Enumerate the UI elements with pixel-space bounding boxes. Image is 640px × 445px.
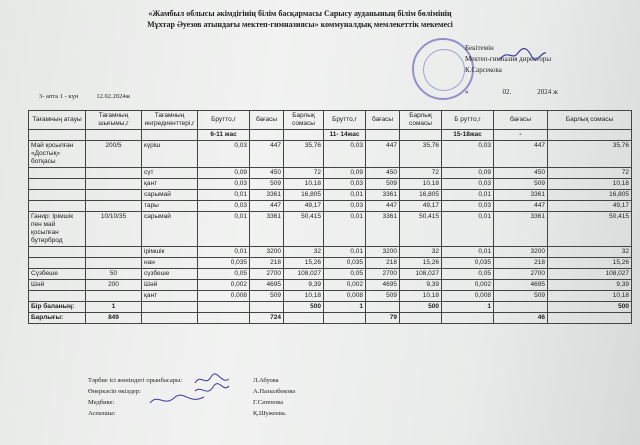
- table-cell: 0,008: [442, 291, 494, 302]
- table-cell: 3200: [250, 247, 284, 258]
- table-cell: 32: [400, 247, 442, 258]
- table-cell: 450: [366, 168, 400, 179]
- table-cell: 35,76: [400, 141, 442, 168]
- table-cell: 10,18: [284, 291, 324, 302]
- table-cell: ірімшік: [142, 247, 198, 258]
- table-cell: 49,17: [400, 201, 442, 212]
- table-row: [29, 269, 632, 280]
- table-cell: 724: [250, 313, 284, 324]
- table-cell: 72: [400, 168, 442, 179]
- table-cell: 1: [324, 302, 366, 313]
- table-cell: 509: [366, 179, 400, 190]
- table-cell: сүт: [142, 168, 198, 179]
- table-cell: қант: [142, 179, 198, 190]
- week-day: 3- апта 1 - күн: [39, 93, 79, 100]
- table-cell: 0,035: [442, 258, 494, 269]
- table-cell: 50,415: [400, 212, 442, 247]
- table-cell: 10,18: [548, 179, 632, 190]
- table-cell: -: [494, 130, 548, 141]
- col-header: Тағамның ингредиенттері,г: [142, 111, 198, 130]
- table-cell: 108,027: [400, 269, 442, 280]
- table-cell: 72: [284, 168, 324, 179]
- table-cell: 0,01: [198, 212, 250, 247]
- table-row: [29, 141, 632, 168]
- table-cell: 0,01: [442, 212, 494, 247]
- table-cell: [86, 291, 142, 302]
- table-cell: 10,18: [548, 291, 632, 302]
- col-header: бағасы: [494, 111, 548, 130]
- table-cell: 500: [400, 302, 442, 313]
- table-cell: [494, 302, 548, 313]
- table-cell: 0,03: [198, 201, 250, 212]
- table-cell: [284, 130, 324, 141]
- table-cell: 15,26: [548, 258, 632, 269]
- table-cell: 108,027: [548, 269, 632, 280]
- approval-date: « 02. 2024 ж: [465, 88, 558, 96]
- col-header: Барлық сомасы: [400, 111, 442, 130]
- table-cell: [86, 179, 142, 190]
- table-cell: [250, 130, 284, 141]
- table-cell: 218: [366, 258, 400, 269]
- table-cell: [29, 130, 86, 141]
- menu-table: [28, 110, 632, 324]
- col-header: бағасы: [250, 111, 284, 130]
- menu-date: 12.02.2024ж: [96, 93, 131, 100]
- table-cell: [29, 247, 86, 258]
- table-cell: 3200: [494, 247, 548, 258]
- age-group-row: [29, 130, 632, 141]
- table-cell: 0,01: [324, 212, 366, 247]
- table-cell: 500: [548, 302, 632, 313]
- table-row: [29, 280, 632, 291]
- table-cell: [86, 201, 142, 212]
- table-cell: [29, 190, 86, 201]
- table-cell: 72: [548, 168, 632, 179]
- table-cell: 0,03: [324, 141, 366, 168]
- table-cell: [548, 313, 632, 324]
- table-row: [29, 212, 632, 247]
- table-cell: 0,002: [324, 280, 366, 291]
- table-cell: 11- 14жас: [324, 130, 366, 141]
- signature-row: Аспазшы: Қ.Шужеева.: [88, 410, 287, 417]
- table-cell: [142, 302, 198, 313]
- table-cell: [86, 247, 142, 258]
- table-cell: сүзбеше: [142, 269, 198, 280]
- table-cell: 15-18жас: [442, 130, 494, 141]
- table-cell: 0,05: [324, 269, 366, 280]
- table-cell: [86, 190, 142, 201]
- total-row: [29, 302, 632, 313]
- table-cell: [400, 130, 442, 141]
- col-header: бағасы: [366, 111, 400, 130]
- table-cell: 3361: [250, 212, 284, 247]
- col-header: Б рутто,г: [442, 111, 494, 130]
- table-cell: 2700: [494, 269, 548, 280]
- table-cell: 0,01: [198, 247, 250, 258]
- table-cell: 4695: [494, 280, 548, 291]
- table-cell: 0,01: [324, 190, 366, 201]
- table-cell: 10,18: [284, 179, 324, 190]
- table-cell: 849: [86, 313, 142, 324]
- table-cell: [366, 302, 400, 313]
- col-header: Брутто,г: [198, 111, 250, 130]
- table-cell: 32: [284, 247, 324, 258]
- table-cell: 0,01: [442, 247, 494, 258]
- document-header: [110, 8, 490, 30]
- table-cell: 3361: [250, 190, 284, 201]
- table-cell: қант: [142, 291, 198, 302]
- table-cell: 509: [250, 179, 284, 190]
- table-cell: 10/10/35: [86, 212, 142, 247]
- table-cell: 447: [494, 201, 548, 212]
- table-cell: 509: [494, 291, 548, 302]
- table-cell: 0,09: [198, 168, 250, 179]
- table-cell: 1: [86, 302, 142, 313]
- table-cell: 0,002: [198, 280, 250, 291]
- header-line-1: «Жамбыл облысы әкімдігінің білім басқармасы Сарысу ауданының білім бөлімінің: [148, 9, 452, 18]
- table-cell: [86, 168, 142, 179]
- table-cell: 50,415: [284, 212, 324, 247]
- table-cell: [400, 313, 442, 324]
- table-cell: Барлығы:: [29, 313, 86, 324]
- table-cell: 450: [250, 168, 284, 179]
- table-cell: [324, 313, 366, 324]
- table-cell: 4695: [366, 280, 400, 291]
- table-cell: 200/5: [86, 141, 142, 168]
- table-cell: 0,03: [198, 179, 250, 190]
- table-cell: 0,01: [198, 190, 250, 201]
- table-cell: сарымай: [142, 212, 198, 247]
- table-cell: 218: [494, 258, 548, 269]
- table-cell: 46: [494, 313, 548, 324]
- table-cell: 509: [494, 179, 548, 190]
- table-cell: 0,03: [198, 141, 250, 168]
- table-cell: 3200: [366, 247, 400, 258]
- col-header: Брутто,г: [324, 111, 366, 130]
- table-cell: [29, 291, 86, 302]
- table-cell: нан: [142, 258, 198, 269]
- table-cell: 509: [366, 291, 400, 302]
- table-cell: 15,26: [400, 258, 442, 269]
- table-cell: 447: [366, 141, 400, 168]
- table-row: [29, 190, 632, 201]
- table-row: [29, 168, 632, 179]
- table-cell: 2700: [366, 269, 400, 280]
- table-cell: 0,05: [442, 269, 494, 280]
- table-cell: 0,008: [324, 291, 366, 302]
- table-cell: 50: [86, 269, 142, 280]
- table-cell: [29, 179, 86, 190]
- table-cell: 3361: [494, 190, 548, 201]
- col-header: Тағамның шығымы,г: [86, 111, 142, 130]
- col-header: Тағамның атауы: [29, 111, 86, 130]
- table-row: [29, 247, 632, 258]
- table-cell: 509: [250, 291, 284, 302]
- table-cell: 49,17: [548, 201, 632, 212]
- table-cell: [29, 168, 86, 179]
- table-cell: 447: [250, 201, 284, 212]
- total-row: [29, 313, 632, 324]
- table-cell: 447: [494, 141, 548, 168]
- signature-row: Медбике: Г.Сатенова: [88, 399, 284, 406]
- table-cell: күріш: [142, 141, 198, 168]
- table-cell: 218: [250, 258, 284, 269]
- table-cell: 16,805: [400, 190, 442, 201]
- table-cell: Ганир: Ірімшік пен май қосылған бутерброд: [29, 212, 86, 247]
- table-cell: [366, 130, 400, 141]
- table-cell: [548, 130, 632, 141]
- table-cell: 3361: [366, 190, 400, 201]
- table-cell: 0,01: [442, 190, 494, 201]
- table-cell: 10,18: [400, 291, 442, 302]
- table-cell: 49,17: [284, 201, 324, 212]
- table-cell: Шәй: [142, 280, 198, 291]
- table-cell: 9,39: [400, 280, 442, 291]
- table-cell: [198, 313, 250, 324]
- table-cell: [86, 258, 142, 269]
- signature-row: Өнеркәсіп өкілдер: А.Пазылбекова: [88, 388, 296, 395]
- table-cell: 4695: [250, 280, 284, 291]
- table-cell: 6-11 жас: [198, 130, 250, 141]
- table-cell: 79: [366, 313, 400, 324]
- table-row: [29, 258, 632, 269]
- table-cell: [142, 130, 198, 141]
- table-cell: Шәй: [29, 280, 86, 291]
- table-cell: 447: [366, 201, 400, 212]
- table-cell: [29, 258, 86, 269]
- table-cell: [284, 313, 324, 324]
- table-row: [29, 291, 632, 302]
- table-cell: 0,03: [442, 141, 494, 168]
- table-cell: 2700: [250, 269, 284, 280]
- table-row: [29, 201, 632, 212]
- header-line-2: Мұхтар Әуезов атындағы мектеп-гимназиясы» коммуналдық мемлекеттік мекемесі: [147, 20, 453, 29]
- table-cell: 0,03: [442, 179, 494, 190]
- approval-position: Мектеп-гимназия директоры: [465, 55, 552, 63]
- menu-meta: [39, 93, 148, 100]
- table-cell: сарымай: [142, 190, 198, 201]
- table-cell: 0,03: [442, 201, 494, 212]
- table-cell: [250, 302, 284, 313]
- table-cell: 3361: [494, 212, 548, 247]
- table-cell: 35,76: [284, 141, 324, 168]
- table-cell: 450: [494, 168, 548, 179]
- table-cell: 0,035: [198, 258, 250, 269]
- table-cell: 32: [548, 247, 632, 258]
- table-cell: [442, 313, 494, 324]
- table-cell: 9,39: [548, 280, 632, 291]
- table-cell: 0,035: [324, 258, 366, 269]
- table-cell: 16,805: [284, 190, 324, 201]
- table-cell: 0,03: [324, 179, 366, 190]
- table-cell: 0,09: [324, 168, 366, 179]
- table-cell: 9,39: [284, 280, 324, 291]
- approval-name: К.Сарсекова: [465, 66, 502, 74]
- col-header: Барлық сомасы: [284, 111, 324, 130]
- signature-scribble: [148, 393, 208, 407]
- table-cell: тары: [142, 201, 198, 212]
- col-header: Барлық сомасы: [548, 111, 632, 130]
- table-cell: 0,03: [324, 201, 366, 212]
- table-cell: Бір баланың:: [29, 302, 86, 313]
- table-cell: Май қосылған «Достық» ботқасы: [29, 141, 86, 168]
- table-header-row: [29, 111, 632, 130]
- table-cell: 0,01: [324, 247, 366, 258]
- director-signature: [498, 47, 548, 63]
- table-cell: 0,05: [198, 269, 250, 280]
- table-cell: Сүзбеше: [29, 269, 86, 280]
- table-cell: 0,008: [198, 291, 250, 302]
- table-cell: 108,027: [284, 269, 324, 280]
- table-cell: 447: [250, 141, 284, 168]
- table-cell: 35,76: [548, 141, 632, 168]
- table-cell: 500: [284, 302, 324, 313]
- signature-row: Тәрбие ісі жөніндегі орынбасары: Л.Абуова: [88, 377, 279, 384]
- table-cell: 50,415: [548, 212, 632, 247]
- approval-title: Бекітемін: [465, 44, 494, 52]
- table-cell: 3361: [366, 212, 400, 247]
- table-cell: 16,805: [548, 190, 632, 201]
- table-row: [29, 179, 632, 190]
- table-cell: [198, 302, 250, 313]
- table-cell: [29, 201, 86, 212]
- table-cell: 10,18: [400, 179, 442, 190]
- table-cell: 1: [442, 302, 494, 313]
- table-cell: 15,26: [284, 258, 324, 269]
- table-cell: 0,09: [442, 168, 494, 179]
- table-cell: [86, 130, 142, 141]
- table-cell: 0,002: [442, 280, 494, 291]
- signatures-block: [88, 375, 348, 419]
- table-cell: [142, 313, 198, 324]
- table-cell: 200: [86, 280, 142, 291]
